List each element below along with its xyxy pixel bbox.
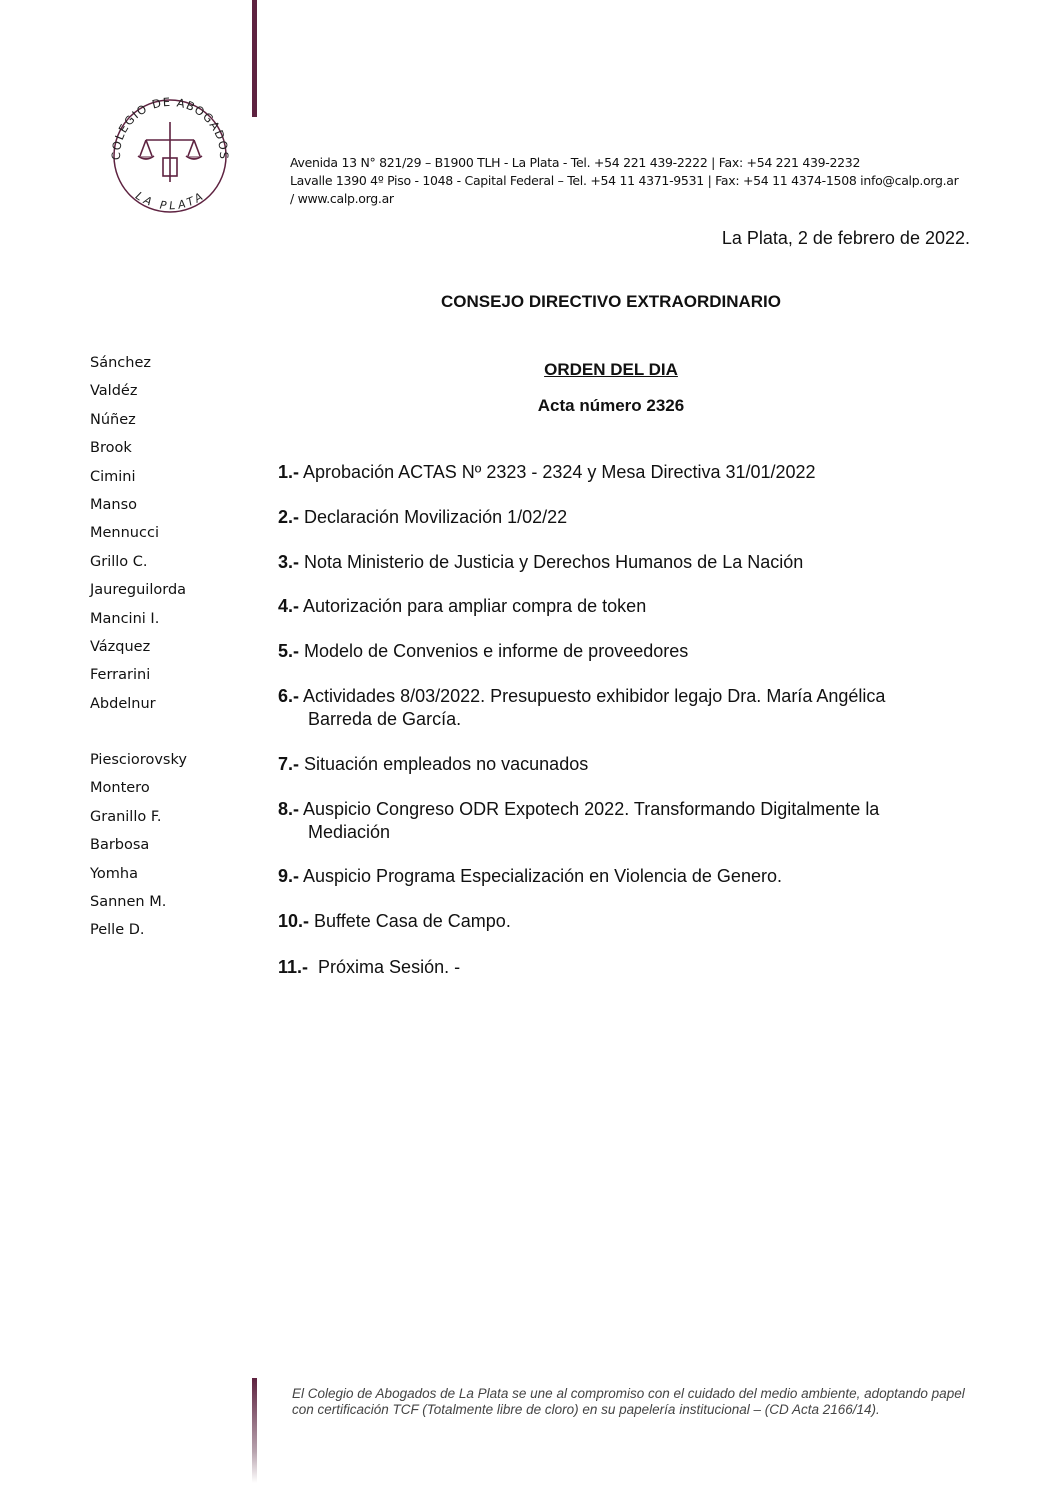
attendee-name: Brook <box>90 440 132 457</box>
logo-top-text: COLEGIO DE ABOGADOS <box>108 94 232 161</box>
attendee-name: Grillo C. <box>90 553 148 570</box>
footer-accent-bar <box>252 1378 257 1483</box>
agenda-item-continuation: Barreda de García. <box>308 709 462 729</box>
agenda-item-11 <box>278 956 970 979</box>
attendee-name: Pelle D. <box>90 922 145 939</box>
agenda-item-number: 11.- <box>278 957 309 977</box>
agenda-item-number: 7.- <box>278 754 300 774</box>
orden-del-dia-heading: ORDEN DEL DIA <box>544 360 678 379</box>
attendee-name: Manso <box>90 496 138 513</box>
attendee-name: Cimini <box>90 468 136 485</box>
agenda-item-1 <box>278 461 970 484</box>
document-date: La Plata, 2 de febrero de 2022. <box>721 228 970 248</box>
agenda-item-text: Aprobación ACTAS Nº 2323 - 2324 y Mesa Directiva 31/01/2022 <box>299 462 816 482</box>
attendee-name: Granillo F. <box>90 808 162 825</box>
agenda-item-number: 5.- <box>278 641 300 661</box>
attendees-list-2 <box>90 746 187 945</box>
agenda-item-4 <box>278 595 970 618</box>
agenda-item-continuation: Mediación <box>308 822 391 842</box>
agenda-item-7 <box>278 753 970 776</box>
agenda-item-number: 3.- <box>278 552 300 572</box>
agenda-item-text: Modelo de Convenios e informe de proveedores <box>299 641 689 661</box>
attendee-name: Ferrarini <box>90 667 151 684</box>
attendee-name: Mennucci <box>90 525 159 542</box>
attendee-name: Barbosa <box>90 837 150 854</box>
agenda-item-text: Nota Ministerio de Justicia y Derechos Humanos de La Nación <box>299 552 804 572</box>
agenda-item-text: Auspicio Programa Especialización en Violencia de Genero. <box>299 866 782 886</box>
agenda-item-text: Buffete Casa de Campo. <box>309 911 511 931</box>
attendee-name: Sannen M. <box>90 893 167 910</box>
agenda-item-number: 1.- <box>278 462 300 482</box>
attendee-name: Montero <box>90 780 150 797</box>
contact-line-2: Lavalle 1390 4º Piso - 1048 - Capital Federal – Tel. +54 11 4371-9531 | Fax: +54 11 4374-1508 info@calp.org.ar <box>290 173 959 188</box>
attendee-name: Núñez <box>90 411 136 428</box>
agenda-item-text: Actividades 8/03/2022. Presupuesto exhibidor legajo Dra. María Angélica <box>299 686 886 706</box>
acta-number: Acta número 2326 <box>537 396 685 415</box>
agenda-item-text: Próxima Sesión. - <box>308 957 461 977</box>
agenda-item-8 <box>278 798 970 844</box>
header-accent-bar <box>252 0 257 117</box>
agenda-item-number: 4.- <box>278 596 300 616</box>
scales-icon <box>138 122 202 182</box>
logo-bottom-text: LA PLATA <box>133 189 207 213</box>
agenda-item-number: 2.- <box>278 507 300 527</box>
agenda-item-10 <box>278 910 970 933</box>
attendee-name: Piesciorovsky <box>90 752 187 768</box>
attendee-name: Sánchez <box>90 355 151 371</box>
attendee-name: Jaureguilorda <box>90 582 187 599</box>
attendee-name: Yomha <box>90 865 139 882</box>
colegio-logo <box>100 82 240 222</box>
attendee-name: Vázquez <box>90 638 151 655</box>
agenda-item-2 <box>278 506 970 529</box>
agenda-item-number: 9.- <box>278 866 300 886</box>
agenda-item-3 <box>278 551 970 574</box>
attendee-name: Mancini I. <box>90 610 160 627</box>
footer-note: El Colegio de Abogados de La Plata se une al compromiso con el cuidado del medio ambiente, adoptando papel con certificación TCF (Totalmente libre de cloro) en su papelería institucional – (CD Acta 2166/14). <box>292 1386 965 1417</box>
agenda-item-text: Declaración Movilización 1/02/22 <box>299 507 568 527</box>
agenda-item-number: 8.- <box>278 799 300 819</box>
agenda-item-text: Situación empleados no vacunados <box>299 754 589 774</box>
contact-info <box>290 154 959 208</box>
contact-line-1: Avenida 13 N° 821/29 – B1900 TLH - La Plata - Tel. +54 221 439-2222 | Fax: +54 221 439-2232 <box>290 155 861 170</box>
attendee-name: Abdelnur <box>90 695 156 712</box>
contact-line-3: / www.calp.org.ar <box>290 191 394 206</box>
agenda-item-text: Auspicio Congreso ODR Expotech 2022. Transformando Digitalmente la <box>299 799 880 819</box>
page-title: CONSEJO DIRECTIVO EXTRAORDINARIO <box>440 292 782 311</box>
agenda-item-number: 6.- <box>278 686 300 706</box>
agenda-item-5 <box>278 640 970 663</box>
agenda-item-text: Autorización para ampliar compra de token <box>299 596 647 616</box>
agenda-item-number: 10.- <box>278 911 310 931</box>
agenda-item-9 <box>278 865 970 888</box>
attendee-name: Valdéz <box>90 383 138 400</box>
agenda-item-6 <box>278 685 970 731</box>
